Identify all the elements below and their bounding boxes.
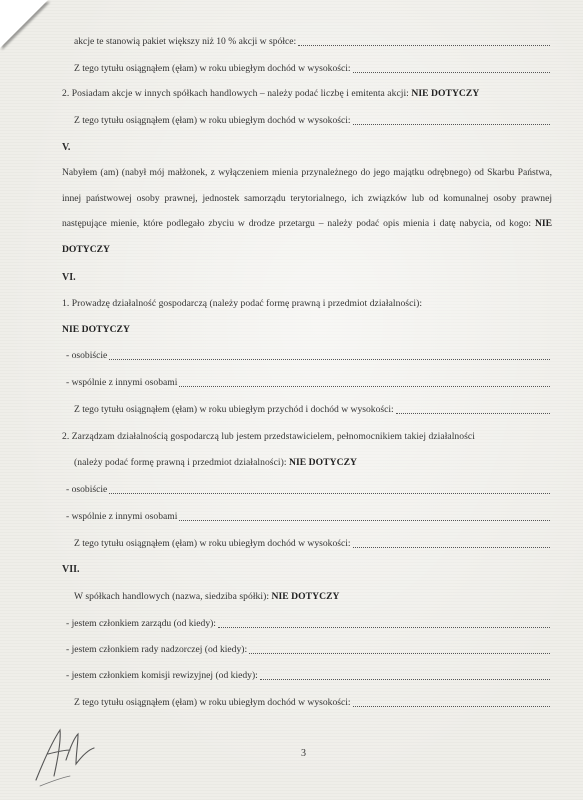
jointly-text: - wspólnie z innymi osobami — [66, 511, 178, 522]
personal-text: - osobiście — [66, 484, 108, 495]
income-line-1 — [74, 63, 550, 75]
board-text: - jestem członkiem zarządu (od kiedy): — [66, 618, 216, 629]
board-line — [66, 618, 550, 630]
other-shares-value: NIE DOTYCZY — [411, 88, 480, 99]
personal-line-1 — [66, 350, 550, 362]
business-activity-line: 1. Prowadzę działalność gospodarczą (należy podać formę prawną i przedmiot działalności): — [62, 298, 423, 309]
jointly-line-1 — [66, 377, 550, 389]
fill-dots — [179, 519, 550, 521]
audit-line — [66, 670, 550, 682]
fill-dots — [298, 44, 550, 46]
section-v-text: Nabyłem (am) (nabył mój małżonek, z wyłączeniem mienia przynależnego do jego majątku odrębnego) od Skarbu Państwa, innej państwowej osoby prawnej, jednostek samorządu terytorialnego, ich związków lub od komunalnej osoby prawnej następujące mienie, które podlegało zbyciu w drodze przetargu – należy podać opis mienia i datę nabycia, od kogo: — [62, 167, 552, 230]
audit-text: - jestem członkiem komisji rewizyjnej (od kiedy): — [66, 670, 258, 681]
fill-dots — [218, 626, 550, 628]
income-line-5 — [74, 697, 550, 709]
fill-dots — [260, 678, 550, 680]
personal-text: - osobiście — [66, 350, 108, 361]
page-number: 3 — [301, 748, 306, 759]
section-v-heading: V. — [62, 142, 71, 153]
fill-dots — [249, 652, 550, 654]
jointly-text: - wspólnie z innymi osobami — [66, 377, 178, 388]
management-value: NIE DOTYCZY — [289, 457, 357, 468]
management-line-1: 2. Zarządzam działalnością gospodarczą lub jestem przedstawicielem, pełnomocnikiem takiej działalności — [62, 431, 475, 442]
other-shares-text: 2. Posiadam akcje w innych spółkach handlowych – należy podać liczbę i emitenta akcji: — [62, 88, 409, 99]
fill-dots — [353, 123, 550, 125]
section-vii-heading: VII. — [62, 564, 80, 575]
income-line-3 — [74, 404, 550, 416]
income-line-4 — [74, 538, 550, 550]
fill-dots — [353, 71, 550, 73]
business-activity-value: NIE DOTYCZY — [62, 324, 130, 335]
companies-text: W spółkach handlowych (nazwa, siedziba spółki): — [74, 591, 270, 602]
companies-value: NIE DOTYCZY — [271, 591, 340, 602]
shares-line — [74, 36, 550, 48]
section-v-paragraph — [62, 160, 552, 263]
fill-dots — [396, 412, 550, 414]
management-text: (należy podać formę prawną i przedmiot działalności): — [74, 457, 287, 468]
handwritten-signature — [30, 720, 110, 790]
income-text: Z tego tytułu osiągnąłem (ęłam) w roku ubiegłym dochód w wysokości: — [74, 697, 351, 708]
companies-line — [74, 591, 340, 603]
jointly-line-2 — [66, 511, 550, 523]
shares-text: akcje te stanowią pakiet większy niż 10 % akcji w spółce: — [74, 36, 297, 47]
management-line-2 — [74, 457, 357, 469]
fill-dots — [109, 492, 550, 494]
personal-line-2 — [66, 484, 550, 496]
income-text: Z tego tytułu osiągnąłem (ęłam) w roku ubiegłym dochód w wysokości: — [74, 63, 351, 74]
income-text: Z tego tytułu osiągnąłem (ęłam) w roku ubiegłym dochód w wysokości: — [74, 538, 351, 549]
supervisory-line — [66, 644, 550, 656]
section-vi-heading: VI. — [62, 272, 76, 283]
income-text: Z tego tytułu osiągnąłem (ęłam) w roku ubiegłym przychód i dochód w wysokości: — [74, 404, 394, 415]
fill-dots — [109, 358, 550, 360]
fill-dots — [353, 546, 550, 548]
supervisory-text: - jestem członkiem rady nadzorczej (od kiedy): — [66, 644, 248, 655]
other-shares-line — [62, 88, 479, 100]
section-v-value: NIE DOTYCZY — [62, 218, 553, 256]
fill-dots — [179, 385, 550, 387]
income-text: Z tego tytułu osiągnąłem (ęłam) w roku ubiegłym dochód w wysokości: — [74, 115, 351, 126]
folded-corner — [0, 0, 48, 48]
fill-dots — [353, 705, 550, 707]
income-line-2 — [74, 115, 550, 127]
